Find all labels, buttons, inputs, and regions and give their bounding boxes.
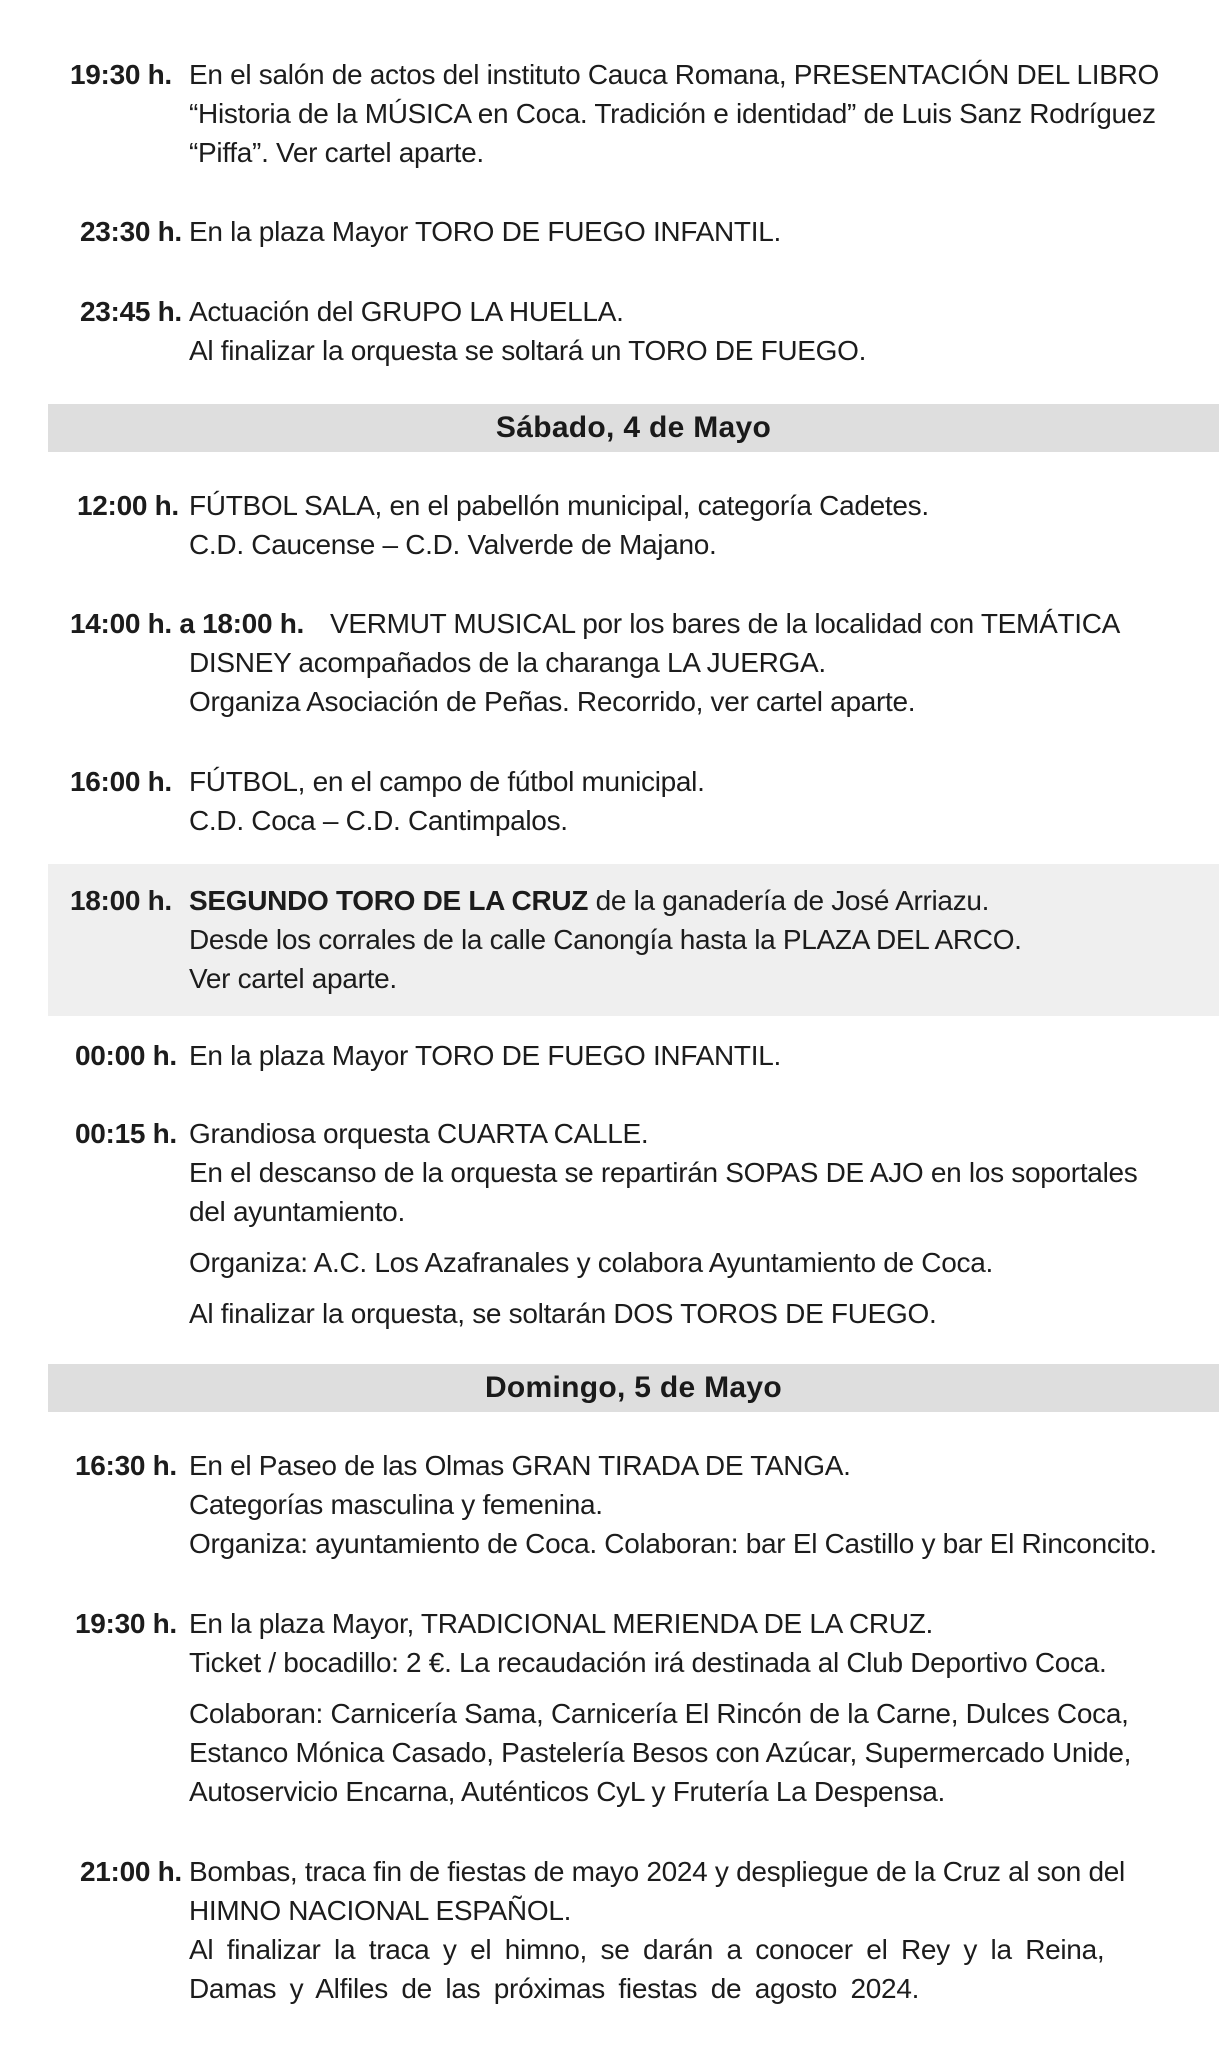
entry-text-bold: SEGUNDO TORO DE LA CRUZ [189, 885, 589, 916]
entry-text: Desde los corrales de la calle Canongía hasta la PLAZA DEL ARCO. [189, 924, 1022, 955]
entry-text: C.D. Caucense – C.D. Valverde de Majano. [189, 529, 717, 560]
entry-text: En la plaza Mayor TORO DE FUEGO INFANTIL. [189, 1040, 781, 1071]
schedule-entry [0, 1036, 1219, 1075]
entry-time: 00:00 h. [75, 1040, 177, 1071]
schedule-entry [0, 1446, 1219, 1563]
entry-text: En el Paseo de las Olmas GRAN TIRADA DE TANGA. [189, 1450, 851, 1481]
entry-text [189, 881, 1159, 920]
entry-time: 19:30 h. [75, 1608, 177, 1639]
day-header-saturday: Sábado, 4 de Mayo [48, 404, 1219, 452]
entry-text: En el salón de actos del instituto Cauca Romana, PRESENTACIÓN DEL LIBRO [189, 59, 1160, 90]
entry-text: FÚTBOL SALA, en el pabellón municipal, categoría Cadetes. [189, 490, 929, 521]
schedule-entry [0, 212, 1219, 251]
entry-time: 12:00 h. [77, 490, 179, 521]
entry-text: Actuación del GRUPO LA HUELLA. [189, 296, 624, 327]
entry-time: 16:00 h. [70, 766, 172, 797]
entry-text: HIMNO NACIONAL ESPAÑOL. [189, 1895, 572, 1926]
schedule-entry [0, 762, 1219, 840]
schedule-entry [0, 292, 1219, 370]
entry-time: 16:30 h. [75, 1450, 177, 1481]
entry-text: Al finalizar la orquesta se soltará un TORO DE FUEGO. [189, 335, 867, 366]
entry-text: Colaboran: Carnicería Sama, Carnicería El Rincón de la Carne, Dulces Coca, [189, 1698, 1129, 1729]
schedule-entry [0, 1604, 1219, 1811]
entry-time: 23:30 h. [80, 216, 182, 247]
entry-text-rest: de la ganadería de José Arriazu. [588, 885, 990, 916]
entry-text: Categorías masculina y femenina. [189, 1489, 603, 1520]
schedule-entry [0, 486, 1219, 564]
day-header-sunday: Domingo, 5 de Mayo [48, 1364, 1219, 1412]
entry-text: “Historia de la MÚSICA en Coca. Tradición e identidad” de Luis Sanz Rodríguez [189, 98, 1156, 129]
entry-text: Bombas, traca fin de fiestas de mayo 2024 y despliegue de la Cruz al son del [189, 1856, 1125, 1887]
entry-text: “Piffa”. Ver cartel aparte. [189, 137, 484, 168]
entry-text: Organiza: ayuntamiento de Coca. Colaboran: bar El Castillo y bar El Rinconcito. [189, 1528, 1157, 1559]
entry-time: 18:00 h. [70, 885, 172, 916]
entry-text: Damas y Alfiles de las próximas fiestas de agosto 2024. [189, 1973, 920, 2004]
entry-time: 21:00 h. [80, 1856, 182, 1887]
entry-text: Autoservicio Encarna, Auténticos CyL y Frutería La Despensa. [189, 1776, 946, 1807]
entry-text: En el descanso de la orquesta se repartirán SOPAS DE AJO en los soportales [189, 1157, 1138, 1188]
entry-text: Grandiosa orquesta CUARTA CALLE. [189, 1118, 649, 1149]
entry-time: 19:30 h. [70, 59, 172, 90]
entry-time: 00:15 h. [75, 1118, 177, 1149]
entry-text: Ticket / bocadillo: 2 €. La recaudación irá destinada al Club Deportivo Coca. [189, 1647, 1107, 1678]
entry-text: C.D. Coca – C.D. Cantimpalos. [189, 805, 568, 836]
entry-text: En la plaza Mayor, TRADICIONAL MERIENDA DE LA CRUZ. [189, 1608, 934, 1639]
entry-text: Organiza Asociación de Peñas. Recorrido, ver cartel aparte. [189, 686, 916, 717]
entry-text: del ayuntamiento. [189, 1196, 405, 1227]
entry-time: 14:00 h. a 18:00 h. [70, 608, 304, 639]
entry-text: En la plaza Mayor TORO DE FUEGO INFANTIL. [189, 216, 781, 247]
entry-text: FÚTBOL, en el campo de fútbol municipal. [189, 766, 705, 797]
schedule-entry [0, 1852, 1219, 2008]
schedule-entry-highlighted [48, 864, 1219, 1016]
entry-time: 23:45 h. [80, 296, 182, 327]
entry-text: Al finalizar la traca y el himno, se darán a conocer el Rey y la Reina, [189, 1934, 1105, 1965]
schedule-entry [0, 1114, 1219, 1333]
schedule-entry [0, 604, 1219, 721]
schedule-entry [0, 55, 1219, 172]
entry-text: Al finalizar la orquesta, se soltarán DOS TOROS DE FUEGO. [189, 1298, 937, 1329]
entry-text: Organiza: A.C. Los Azafranales y colabora Ayuntamiento de Coca. [189, 1247, 993, 1278]
entry-text: VERMUT MUSICAL por los bares de la localidad con TEMÁTICA [330, 608, 1121, 639]
entry-text: Ver cartel aparte. [189, 963, 397, 994]
entry-text: DISNEY acompañados de la charanga LA JUERGA. [189, 647, 826, 678]
entry-text: Estanco Mónica Casado, Pastelería Besos con Azúcar, Supermercado Unide, [189, 1737, 1132, 1768]
